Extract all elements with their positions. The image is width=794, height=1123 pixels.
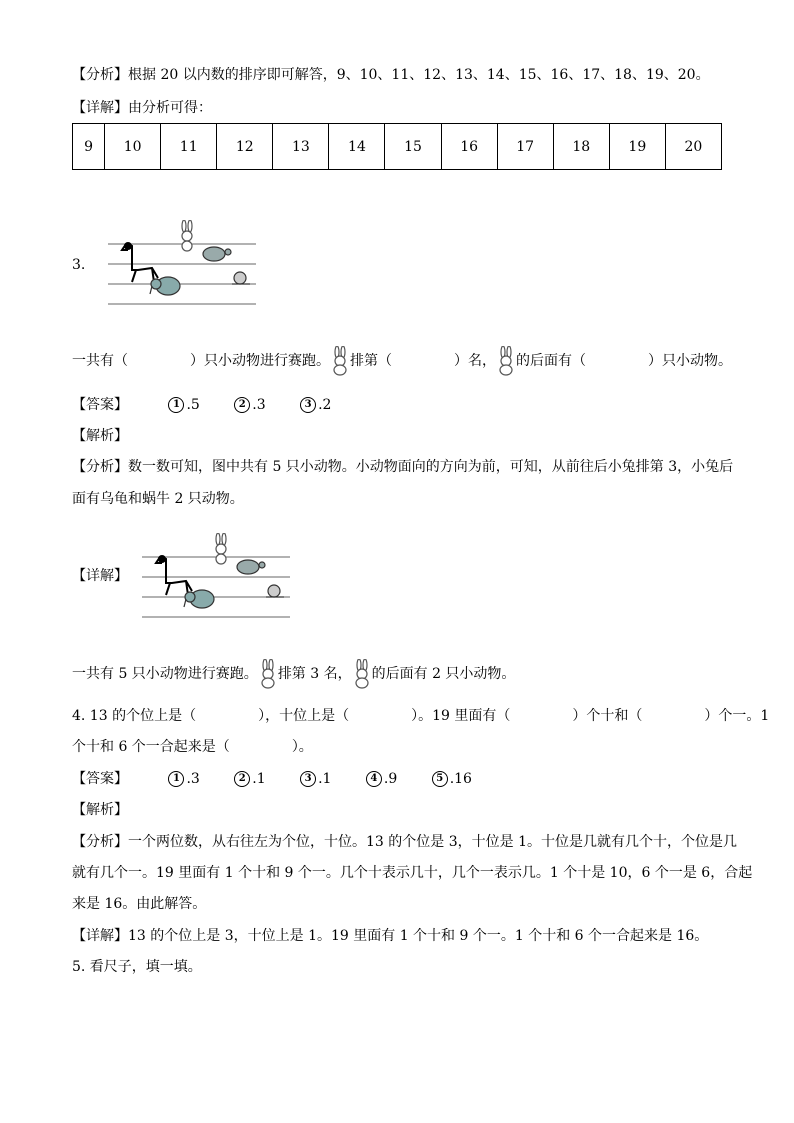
option-number: 5 [432, 771, 448, 787]
option-value: .16 [449, 771, 472, 787]
q3-number: 3. [72, 257, 86, 273]
answer-option [234, 395, 265, 415]
q3-question-part5: 的后面有（ [516, 353, 586, 369]
answer-option [300, 395, 331, 415]
sequence-cell: 19 [609, 124, 665, 170]
q3-analysis-line2: 面有乌龟和蜗牛 2 只动物。 [72, 491, 244, 507]
analysis-text: 一个两位数，从右往左为个位，十位。13 的个位是 3，十位是 1。十位是几就有几个十，个位是几 [128, 834, 737, 850]
q3-analysis-line1 [72, 457, 733, 477]
turtle-icon [203, 247, 231, 261]
deer-icon [122, 243, 158, 282]
q3-question-part2: ）只小动物进行赛跑。 [190, 353, 330, 369]
option-number: 1 [168, 771, 184, 787]
answer-option [366, 769, 397, 789]
sequence-cell: 16 [441, 124, 497, 170]
sequence-cell: 10 [105, 124, 161, 170]
answer-option [168, 769, 199, 789]
answer-tag: 【答案】 [72, 397, 128, 413]
option-value: .2 [318, 397, 332, 413]
q2-analysis [72, 65, 710, 85]
answer-tag: 【答案】 [72, 771, 128, 787]
q4-text: 个十和 6 个一合起来是（ [72, 739, 230, 755]
analysis-text: 数一数可知，图中共有 5 只小动物。小动物面向的方向为前，可知，从前往后小兔排第 3，小兔后 [128, 459, 734, 475]
q4-answer [72, 769, 502, 789]
option-value: .1 [318, 771, 332, 787]
q3-question [72, 346, 732, 376]
option-number: 2 [234, 397, 250, 413]
detail-tag: 【详解】 [72, 928, 128, 944]
q4-analysis-line2: 就有几个一。19 里面有 1 个十和 9 个一。几个十表示几十，几个一表示几。1 个十是 10，6 个一是 6，合起 [72, 865, 753, 881]
turtle-icon [237, 560, 265, 574]
q4-jiexi: 【解析】 [72, 802, 128, 818]
q3-question-part1: 一共有（ [72, 353, 128, 369]
option-value: .3 [186, 771, 200, 787]
option-number: 2 [234, 771, 250, 787]
sequence-cell: 20 [665, 124, 721, 170]
rabbit-icon [216, 533, 226, 564]
q3-detail-tag: 【详解】 [72, 568, 128, 584]
sequence-cell: 15 [385, 124, 441, 170]
q2-detail [72, 98, 212, 118]
detail-text: 13 的个位上是 3，十位上是 1。19 里面有 1 个十和 9 个一。1 个十和 6 个一合起来是 16。 [128, 928, 709, 944]
q3-detail [72, 659, 515, 689]
detail-tag: 【详解】 [72, 100, 128, 116]
option-number: 3 [300, 771, 316, 787]
analysis-tag: 【分析】 [72, 834, 128, 850]
detail-part1: 一共有 5 只小动物进行赛跑。 [72, 666, 258, 682]
q3-question-part4: ）名， [454, 353, 496, 369]
sequence-cell: 12 [217, 124, 273, 170]
q4-text: 4. 13 的个位上是（ [72, 708, 197, 724]
analysis-tag: 【分析】 [72, 67, 128, 83]
sequence-cell: 13 [273, 124, 329, 170]
sequence-cell: 14 [329, 124, 385, 170]
elephant-icon [184, 590, 214, 608]
q4-detail [72, 926, 708, 946]
detail-text: 由分析可得： [128, 100, 212, 116]
rabbit-icon [352, 659, 372, 689]
option-number: 1 [168, 397, 184, 413]
q4-question-line2 [72, 737, 313, 757]
q3-question-part3: 排第（ [350, 353, 392, 369]
animal-race-illustration [142, 533, 292, 623]
deer-icon [156, 556, 192, 595]
detail-part3: 的后面有 2 只小动物。 [371, 666, 516, 682]
q4-text: ），十位上是（ [258, 708, 350, 724]
number-sequence-table [72, 123, 722, 170]
option-number: 4 [366, 771, 382, 787]
analysis-tag: 【分析】 [72, 459, 128, 475]
q4-text: ）。 [291, 739, 313, 755]
sequence-cell: 11 [161, 124, 217, 170]
answer-option [432, 769, 472, 789]
detail-part2: 排第 3 名， [277, 666, 352, 682]
snail-icon [266, 585, 284, 597]
elephant-icon [150, 277, 180, 295]
q4-text: ）个十和（ [572, 708, 643, 724]
option-value: .9 [383, 771, 398, 787]
rabbit-icon [258, 659, 278, 689]
snail-icon [232, 272, 250, 284]
sequence-cell: 9 [73, 124, 105, 170]
option-value: .5 [186, 397, 200, 413]
rabbit-icon [182, 220, 192, 251]
q3-jiexi: 【解析】 [72, 428, 128, 444]
rabbit-icon [496, 346, 516, 376]
answer-option [234, 769, 265, 789]
q3-answer [72, 395, 361, 415]
q4-text: ）个一。1 [704, 708, 770, 724]
answer-option [300, 769, 331, 789]
sequence-cell: 17 [497, 124, 553, 170]
option-value: .3 [252, 397, 266, 413]
option-value: .1 [252, 771, 266, 787]
option-number: 3 [300, 397, 316, 413]
q4-analysis-line3: 来是 16。由此解答。 [72, 896, 207, 912]
rabbit-icon [330, 346, 350, 376]
q4-text: ）。19 里面有（ [411, 708, 511, 724]
sequence-cell: 18 [553, 124, 609, 170]
q4-question-line1 [72, 706, 769, 726]
answer-option [168, 395, 199, 415]
q4-analysis-line1 [72, 832, 737, 852]
analysis-text: 根据 20 以内数的排序即可解答，9、10、11、12、13、14、15、16、17、18、19、20。 [128, 67, 710, 83]
q3-question-part6: ）只小动物。 [648, 353, 732, 369]
q5-question: 5. 看尺子，填一填。 [72, 959, 202, 975]
animal-race-illustration [108, 220, 258, 310]
